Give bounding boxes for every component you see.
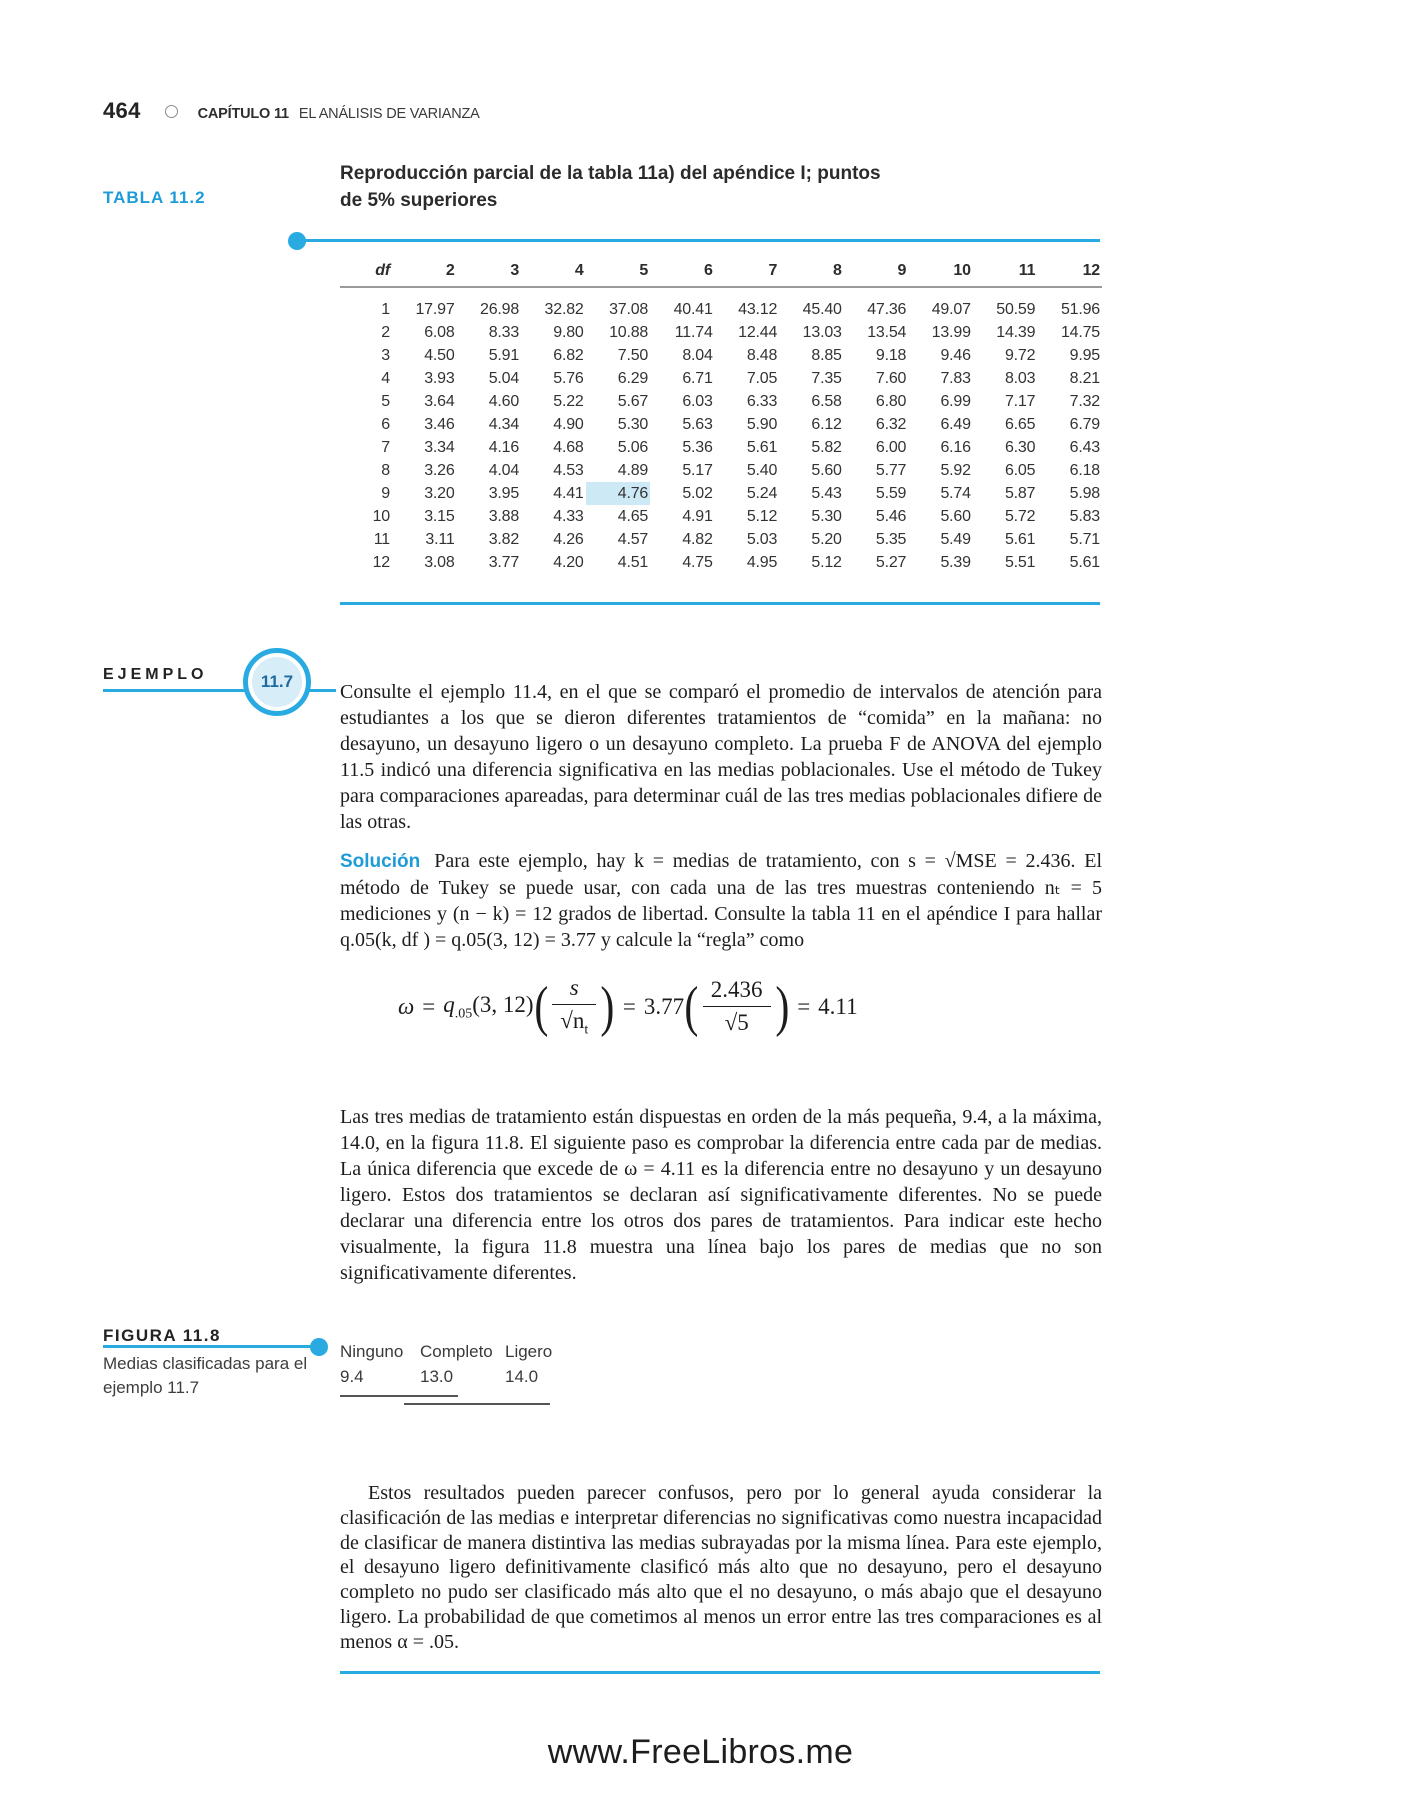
table-bottom-rule: [340, 602, 1100, 605]
value-cell: 7.05: [746, 369, 778, 387]
value-cell: 5.17: [682, 461, 713, 479]
value-cell: 3.15: [424, 507, 455, 525]
table-top-rule: [292, 239, 1100, 242]
value-cell: 7.50: [617, 346, 649, 364]
value-cell: 3.95: [488, 484, 520, 502]
value-cell: 6.80: [875, 392, 907, 410]
group-name: Ninguno: [340, 1342, 404, 1361]
tukey-q-table: [340, 254, 1102, 574]
value-cell: 5.12: [811, 553, 842, 571]
value-cell: 13.03: [802, 323, 842, 341]
value-cell: 4.89: [617, 461, 649, 479]
rule-dot-icon: [288, 232, 306, 250]
value-cell: 5.74: [940, 484, 971, 502]
group-mean: 14.0: [505, 1367, 539, 1386]
value-cell: 5.27: [875, 553, 907, 571]
value-cell: 26.98: [480, 300, 520, 318]
value-cell: 8.48: [746, 346, 778, 364]
column-header: 9: [844, 254, 909, 287]
table-row: [340, 287, 1102, 321]
df-cell: 3: [381, 346, 390, 364]
value-cell: 51.96: [1060, 300, 1100, 318]
value-cell: 6.71: [682, 369, 713, 387]
value-cell: 5.06: [617, 438, 649, 456]
solution-text: Para este ejemplo, hay k = medias de tratamiento, con s = √MSE = 2.436. El método de Tukey se puede usar, con cada una de las tres muestras conteniendo nₜ = 5 mediciones y (n − k) = 12 grados de libertad. Consulte la tabla 11 en el apéndice I para hallar q.05(k, df ) = q.05(3, 12) = 3.77 y calcule la “regla” como: [340, 850, 1102, 951]
value-cell: 9.46: [940, 346, 971, 364]
value-cell: 6.58: [811, 392, 842, 410]
table-label: TABLA 11.2: [103, 188, 206, 207]
value-cell: 4.57: [617, 530, 649, 548]
value-cell: 5.30: [811, 507, 842, 525]
column-header: 11: [973, 254, 1038, 287]
value-cell: 5.51: [1004, 553, 1036, 571]
value-cell: 8.21: [1069, 369, 1100, 387]
value-cell: 5.63: [682, 415, 713, 433]
value-cell: 5.77: [875, 461, 907, 479]
example-number-badge: 11.7: [243, 648, 311, 716]
column-header: 8: [779, 254, 844, 287]
example-paragraph: Consulte el ejemplo 11.4, en el que se comparó el promedio de intervalos de atención para estudiantes a los que se dieron diferentes tratamientos de “comida” en la mañana: no desayuno, un desayuno ligero o un desayuno completo. La prueba F de ANOVA del ejemplo 11.5 indicó una diferencia significativa en las medias poblacionales. Use el método de Tukey para comparaciones apareadas, para determinar cuál de las tres medias poblacionales difiere de las otras.: [340, 681, 1102, 833]
value-cell: 4.76: [586, 482, 651, 505]
column-header: 6: [650, 254, 715, 287]
value-cell: 5.92: [940, 461, 971, 479]
column-header: 10: [908, 254, 973, 287]
closing-paragraph: Estos resultados pueden parecer confusos, pero por lo general ayuda considerar la clasificación de las medias e interpretar diferencias no significativas como nuestra incapacidad de clasificar de manera distintiva las medias subrayadas por la misma línea. Para este ejemplo, el desayuno ligero definitivamente clasificó más alto que no desayuno, pero el desayuno completo no pudo ser clasificado más alto que el no desayuno, o más abajo que el desayuno ligero. La probabilidad de que cometimos al menos un error entre las tres comparaciones es al menos α = .05.: [340, 1482, 1102, 1653]
nonsignificant-pair-line: [340, 1395, 458, 1397]
table-row: [340, 459, 1102, 482]
s-over-sqrt-n-fraction: $\frac{s}{√n_t}$: [552, 975, 596, 1039]
value-cell: 7.83: [940, 369, 971, 387]
solution-paragraph: [340, 848, 1102, 953]
value-cell: 4.33: [553, 507, 584, 525]
value-cell: 4.16: [488, 438, 520, 456]
value-cell: 5.91: [488, 346, 520, 364]
numeric-fraction: $\frac{2.436}{√5}$: [703, 977, 771, 1036]
value-cell: 6.18: [1069, 461, 1100, 479]
column-header: 12: [1037, 254, 1102, 287]
df-cell: 8: [381, 461, 390, 479]
value-cell: 32.82: [544, 300, 584, 318]
value-cell: 3.46: [424, 415, 455, 433]
value-cell: 5.60: [940, 507, 971, 525]
value-cell: 5.30: [617, 415, 649, 433]
coefficient: 3.77: [643, 993, 685, 1019]
tukey-table-body: [340, 287, 1102, 574]
value-cell: 6.00: [875, 438, 907, 456]
value-cell: 3.20: [424, 484, 455, 502]
value-cell: 5.35: [875, 530, 907, 548]
df-cell: 11: [373, 530, 390, 548]
value-cell: 5.02: [682, 484, 713, 502]
value-cell: 5.67: [617, 392, 649, 410]
value-cell: 5.61: [746, 438, 778, 456]
value-cell: 3.11: [425, 530, 455, 548]
example-label: EJEMPLO: [103, 666, 208, 683]
value-cell: 5.76: [553, 369, 584, 387]
value-cell: 3.77: [488, 553, 520, 571]
df-cell: 9: [381, 484, 390, 502]
value-cell: 5.40: [746, 461, 778, 479]
value-cell: 6.99: [940, 392, 971, 410]
value-cell: 4.50: [424, 346, 455, 364]
table-header: [340, 254, 1102, 287]
df-cell: 5: [381, 392, 390, 410]
value-cell: 14.39: [996, 323, 1036, 341]
value-cell: 4.04: [488, 461, 520, 479]
value-cell: 3.64: [424, 392, 455, 410]
column-header: 2: [392, 254, 457, 287]
table-row: [340, 436, 1102, 459]
nonsignificant-pair-line: [404, 1403, 550, 1405]
value-cell: 37.08: [609, 300, 649, 318]
df-cell: 7: [381, 438, 390, 456]
value-cell: 6.43: [1069, 438, 1100, 456]
value-cell: 5.12: [746, 507, 778, 525]
value-cell: 4.53: [553, 461, 584, 479]
table-row: [340, 367, 1102, 390]
circle-icon: [165, 105, 178, 118]
value-cell: 4.41: [553, 484, 584, 502]
value-cell: 5.71: [1069, 530, 1100, 548]
value-cell: 5.43: [811, 484, 842, 502]
value-cell: 6.30: [1004, 438, 1036, 456]
page-number: 464: [103, 98, 141, 123]
value-cell: 4.95: [746, 553, 778, 571]
section-end-rule: [340, 1671, 1100, 1674]
value-cell: 4.20: [553, 553, 584, 571]
formula-result: 4.11: [818, 993, 858, 1019]
value-cell: 4.51: [617, 553, 649, 571]
chapter-title: EL ANÁLISIS DE VARIANZA: [298, 106, 480, 122]
group-mean: 13.0: [420, 1367, 454, 1386]
value-cell: 7.35: [811, 369, 842, 387]
value-cell: 6.33: [746, 392, 778, 410]
value-cell: 5.98: [1069, 484, 1100, 502]
value-cell: 6.08: [424, 323, 455, 341]
value-cell: 5.72: [1004, 507, 1036, 525]
column-header: 4: [521, 254, 586, 287]
omega-formula: ω = $q_{.05}(3$, 12) ( $\frac{s}{√n_t}$ ) = 3.77 ( $\frac{2.436}{√5}$ ) = 4.11: [398, 975, 858, 1038]
group-name: Ligero: [505, 1342, 553, 1361]
value-cell: 8.85: [811, 346, 842, 364]
value-cell: 7.17: [1004, 392, 1036, 410]
value-cell: 5.87: [1004, 484, 1036, 502]
equals-sign: =: [422, 993, 436, 1019]
value-cell: 8.33: [488, 323, 520, 341]
value-cell: 45.40: [802, 300, 842, 318]
value-cell: 6.65: [1004, 415, 1036, 433]
value-cell: 3.08: [424, 553, 455, 571]
value-cell: 4.65: [617, 507, 649, 525]
value-cell: 6.05: [1004, 461, 1036, 479]
running-head: [103, 98, 480, 124]
value-cell: 5.22: [553, 392, 584, 410]
df-cell: 12: [372, 553, 390, 571]
value-cell: 5.46: [875, 507, 907, 525]
value-cell: 5.20: [811, 530, 842, 548]
value-cell: 9.95: [1069, 346, 1100, 364]
value-cell: 4.90: [553, 415, 584, 433]
value-cell: 6.79: [1069, 415, 1100, 433]
value-cell: 13.99: [931, 323, 971, 341]
group-name: Completo: [420, 1342, 493, 1361]
equals-sign: =: [622, 993, 636, 1019]
table-row: [340, 528, 1102, 551]
value-cell: 17.97: [415, 300, 455, 318]
ranked-means-figure: [340, 1342, 640, 1392]
value-cell: 3.88: [488, 507, 520, 525]
value-cell: 6.32: [875, 415, 907, 433]
df-cell: 2: [381, 323, 390, 341]
df-cell: 1: [381, 300, 390, 318]
value-cell: 8.04: [682, 346, 713, 364]
value-cell: 3.82: [488, 530, 520, 548]
table-row: [340, 482, 1102, 505]
value-cell: 6.49: [940, 415, 971, 433]
df-cell: 6: [381, 415, 390, 433]
value-cell: 9.72: [1004, 346, 1036, 364]
value-cell: 6.29: [617, 369, 649, 387]
value-cell: 9.18: [875, 346, 907, 364]
figure-rule: [103, 1345, 319, 1348]
omega-symbol: ω: [398, 993, 415, 1019]
table-row: [340, 344, 1102, 367]
value-cell: 5.83: [1069, 507, 1100, 525]
value-cell: 5.60: [811, 461, 842, 479]
value-cell: 3.34: [424, 438, 455, 456]
value-cell: 7.60: [875, 369, 907, 387]
solution-label: Solución: [340, 851, 421, 872]
value-cell: 4.34: [488, 415, 520, 433]
table-title-line2: de 5% superiores: [340, 190, 498, 211]
df-cell: 4: [381, 369, 390, 387]
equals-sign: =: [797, 993, 811, 1019]
value-cell: 10.88: [609, 323, 649, 341]
column-header: 5: [586, 254, 651, 287]
table-row: [340, 505, 1102, 528]
value-cell: 4.91: [682, 507, 713, 525]
value-cell: 4.60: [488, 392, 520, 410]
value-cell: 49.07: [931, 300, 971, 318]
table-title-line1: Reproducción parcial de la tabla 11a) del apéndice I; puntos: [340, 163, 881, 184]
value-cell: 5.24: [746, 484, 778, 502]
column-header: 7: [715, 254, 780, 287]
table-row: [340, 551, 1102, 574]
value-cell: 4.75: [682, 553, 713, 571]
value-cell: 5.90: [746, 415, 778, 433]
value-cell: 3.26: [424, 461, 455, 479]
value-cell: 4.82: [682, 530, 713, 548]
value-cell: 11.74: [674, 323, 713, 341]
value-cell: 7.32: [1069, 392, 1100, 410]
value-cell: 3.93: [424, 369, 455, 387]
value-cell: 5.82: [811, 438, 842, 456]
discussion-paragraph: Las tres medias de tratamiento están dispuestas en orden de la más pequeña, 9.4, a la máxima, 14.0, en la figura 11.8. El siguiente paso es comprobar la diferencia entre cada par de medias. La única diferencia que excede de ω = 4.11 es la diferencia entre no desayuno y un desayuno ligero. Estos dos tratamientos se declaran así significativamente diferentes. No se puede declarar una diferencia entre los otros dos pares de tratamientos. Para indicar este hecho visualmente, la figura 11.8 muestra una línea bajo los pares de medias que no son significativamente diferentes.: [340, 1106, 1102, 1284]
value-cell: 6.82: [553, 346, 584, 364]
value-cell: 13.54: [867, 323, 907, 341]
value-cell: 50.59: [996, 300, 1036, 318]
value-cell: 12.44: [738, 323, 778, 341]
watermark-url: www.FreeLibros.me: [547, 1733, 854, 1771]
column-header: 3: [457, 254, 522, 287]
q-term: $q_{.05}(3$, 12): [443, 991, 534, 1022]
value-cell: 14.75: [1060, 323, 1100, 341]
figure-label: FIGURA 11.8: [103, 1326, 221, 1345]
value-cell: 5.04: [488, 369, 520, 387]
value-cell: 8.03: [1004, 369, 1036, 387]
value-cell: 40.41: [673, 300, 713, 318]
value-cell: 43.12: [738, 300, 778, 318]
value-cell: 5.61: [1069, 553, 1100, 571]
figure-caption: Medias clasificadas para el ejemplo 11.7: [103, 1354, 308, 1397]
group-mean: 9.4: [340, 1367, 364, 1386]
chapter-label: CAPÍTULO 11: [197, 106, 289, 122]
value-cell: 4.68: [553, 438, 584, 456]
table-row: [340, 321, 1102, 344]
df-column-header: df: [340, 254, 392, 287]
value-cell: 4.26: [553, 530, 584, 548]
table-title: [340, 160, 881, 214]
value-cell: 5.03: [746, 530, 778, 548]
value-cell: 9.80: [553, 323, 584, 341]
value-cell: 5.61: [1004, 530, 1036, 548]
value-cell: 47.36: [867, 300, 907, 318]
value-cell: 6.12: [811, 415, 842, 433]
table-row: [340, 413, 1102, 436]
df-cell: 10: [372, 507, 390, 525]
value-cell: 5.36: [682, 438, 713, 456]
value-cell: 5.59: [875, 484, 907, 502]
value-cell: 5.49: [940, 530, 971, 548]
value-cell: 6.03: [682, 392, 713, 410]
value-cell: 6.16: [940, 438, 971, 456]
value-cell: 5.39: [940, 553, 971, 571]
table-row: [340, 390, 1102, 413]
rule-dot-icon: [310, 1338, 328, 1356]
